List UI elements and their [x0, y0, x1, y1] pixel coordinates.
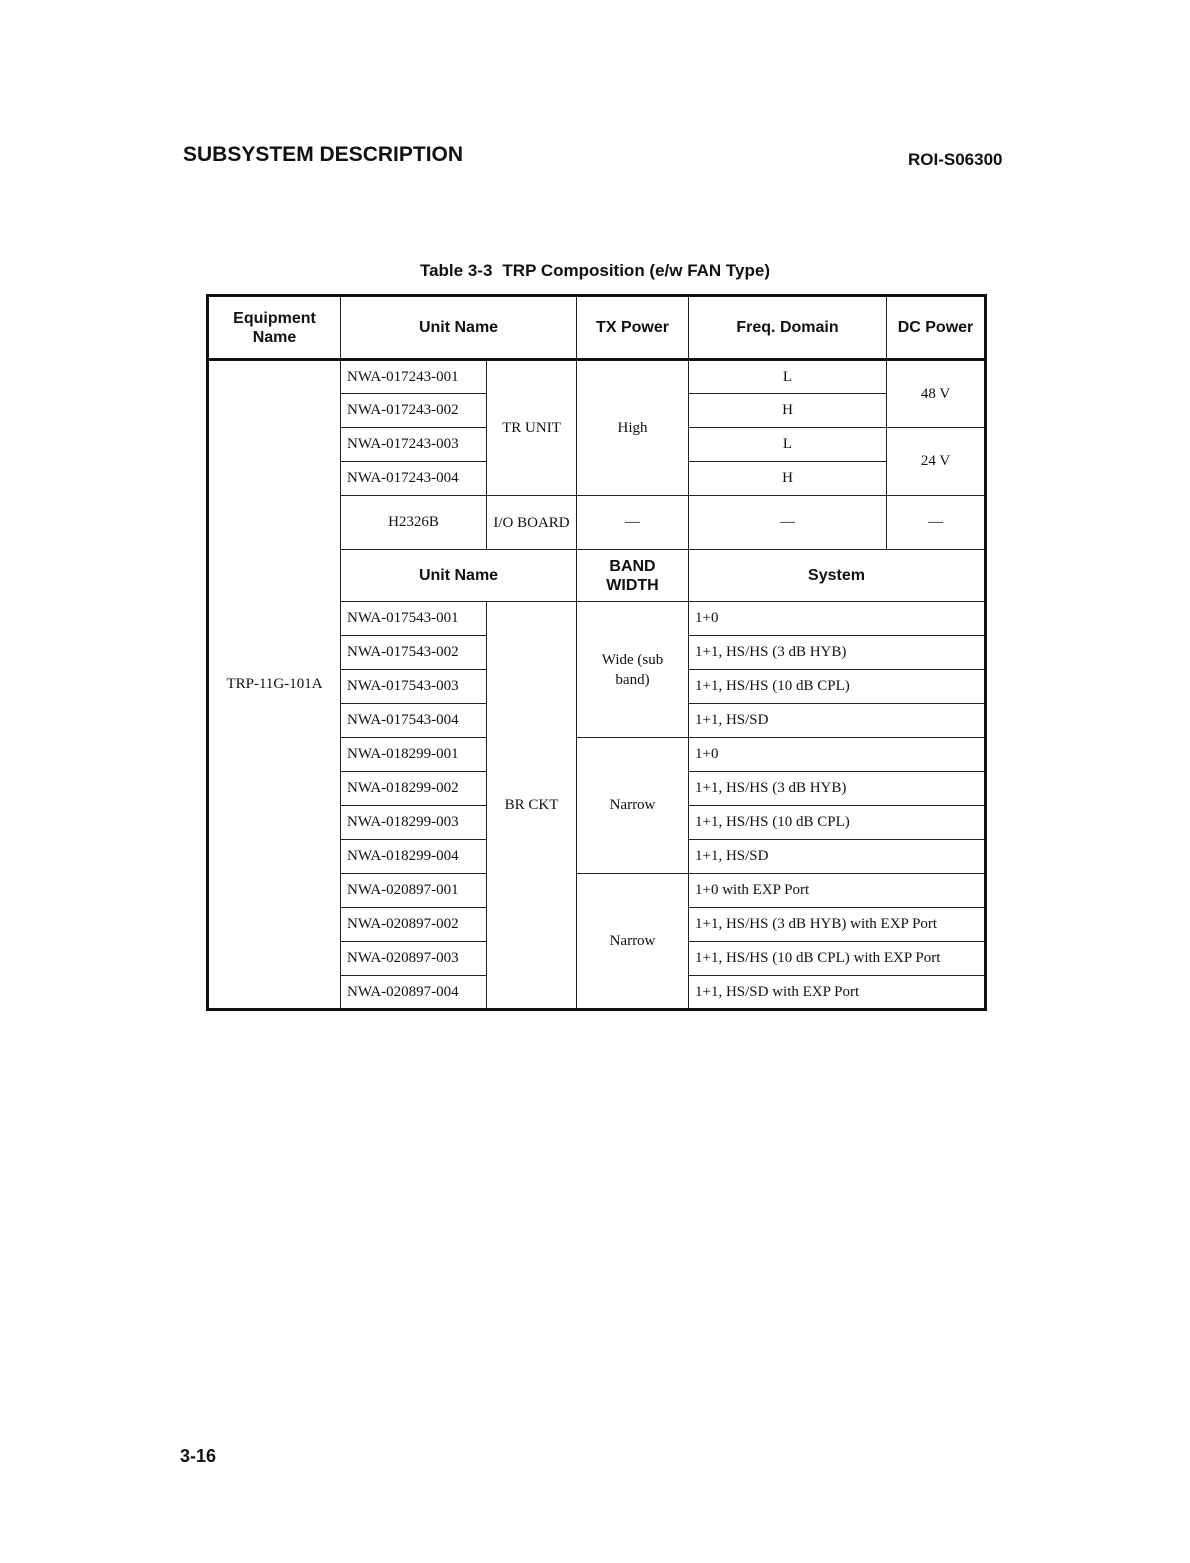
header-equipment-name: Equipment Name: [208, 296, 341, 360]
system-cell: 1+1, HS/SD: [689, 704, 986, 738]
header-tx-power: TX Power: [577, 296, 689, 360]
tx-power-cell: High: [577, 360, 689, 496]
unit-cell: NWA-017543-002: [341, 636, 487, 670]
unit-cell: NWA-020897-004: [341, 976, 487, 1010]
unit-cell: NWA-017543-001: [341, 602, 487, 636]
header-system: System: [689, 550, 986, 602]
freq-cell: L: [689, 428, 887, 462]
document-id: ROI-S06300: [908, 150, 1003, 169]
unit-cell: NWA-017243-001: [341, 360, 487, 394]
dc-power-cell: 24 V: [887, 428, 986, 496]
header-unit-name: Unit Name: [341, 550, 577, 602]
tx-power-cell: —: [577, 496, 689, 550]
system-cell: 1+1, HS/HS (10 dB CPL) with EXP Port: [689, 942, 986, 976]
tr-unit-cell: TR UNIT: [487, 360, 577, 496]
unit-cell: NWA-017243-003: [341, 428, 487, 462]
freq-cell: L: [689, 360, 887, 394]
table-row: [208, 360, 986, 394]
system-cell: 1+0: [689, 738, 986, 772]
table-title: TRP Composition (e/w FAN Type): [502, 261, 771, 280]
section-title: SUBSYSTEM DESCRIPTION: [183, 143, 464, 166]
table-caption: [0, 261, 1190, 281]
system-cell: 1+0: [689, 602, 986, 636]
dc-power-cell: 48 V: [887, 360, 986, 428]
freq-cell: —: [689, 496, 887, 550]
unit-cell: NWA-018299-002: [341, 772, 487, 806]
unit-cell: NWA-018299-001: [341, 738, 487, 772]
unit-cell: NWA-017543-003: [341, 670, 487, 704]
band-cell: Wide (sub band): [577, 602, 689, 738]
header-freq-domain: Freq. Domain: [689, 296, 887, 360]
br-ckt-cell: BR CKT: [487, 602, 577, 1010]
freq-cell: H: [689, 462, 887, 496]
system-cell: 1+1, HS/HS (10 dB CPL): [689, 806, 986, 840]
unit-cell: H2326B: [341, 496, 487, 550]
system-cell: 1+0 with EXP Port: [689, 874, 986, 908]
page-number: 3-16: [180, 1446, 217, 1466]
system-cell: 1+1, HS/HS (3 dB HYB): [689, 636, 986, 670]
table-number: Table 3-3: [419, 261, 493, 280]
header-dc-power: DC Power: [887, 296, 986, 360]
unit-cell: NWA-020897-001: [341, 874, 487, 908]
header-band-width: BAND WIDTH: [577, 550, 689, 602]
system-cell: 1+1, HS/HS (3 dB HYB): [689, 772, 986, 806]
unit-cell: NWA-017243-002: [341, 394, 487, 428]
system-cell: 1+1, HS/HS (10 dB CPL): [689, 670, 986, 704]
unit-cell: NWA-018299-004: [341, 840, 487, 874]
unit-cell: NWA-020897-002: [341, 908, 487, 942]
system-cell: 1+1, HS/SD: [689, 840, 986, 874]
freq-cell: H: [689, 394, 887, 428]
system-cell: 1+1, HS/HS (3 dB HYB) with EXP Port: [689, 908, 986, 942]
system-cell: 1+1, HS/SD with EXP Port: [689, 976, 986, 1010]
band-cell: Narrow: [577, 738, 689, 874]
unit-cell: NWA-017543-004: [341, 704, 487, 738]
unit-cell: NWA-017243-004: [341, 462, 487, 496]
header-row: [208, 296, 986, 360]
unit-cell: NWA-018299-003: [341, 806, 487, 840]
band-cell: Narrow: [577, 874, 689, 1010]
unit-cell: NWA-020897-003: [341, 942, 487, 976]
header-unit-name: Unit Name: [341, 296, 577, 360]
equipment-name-cell: TRP-11G-101A: [208, 360, 341, 1010]
io-board-label: I/O BOARD: [487, 496, 577, 550]
dc-power-cell: —: [887, 496, 986, 550]
trp-composition-table: [206, 294, 987, 1011]
